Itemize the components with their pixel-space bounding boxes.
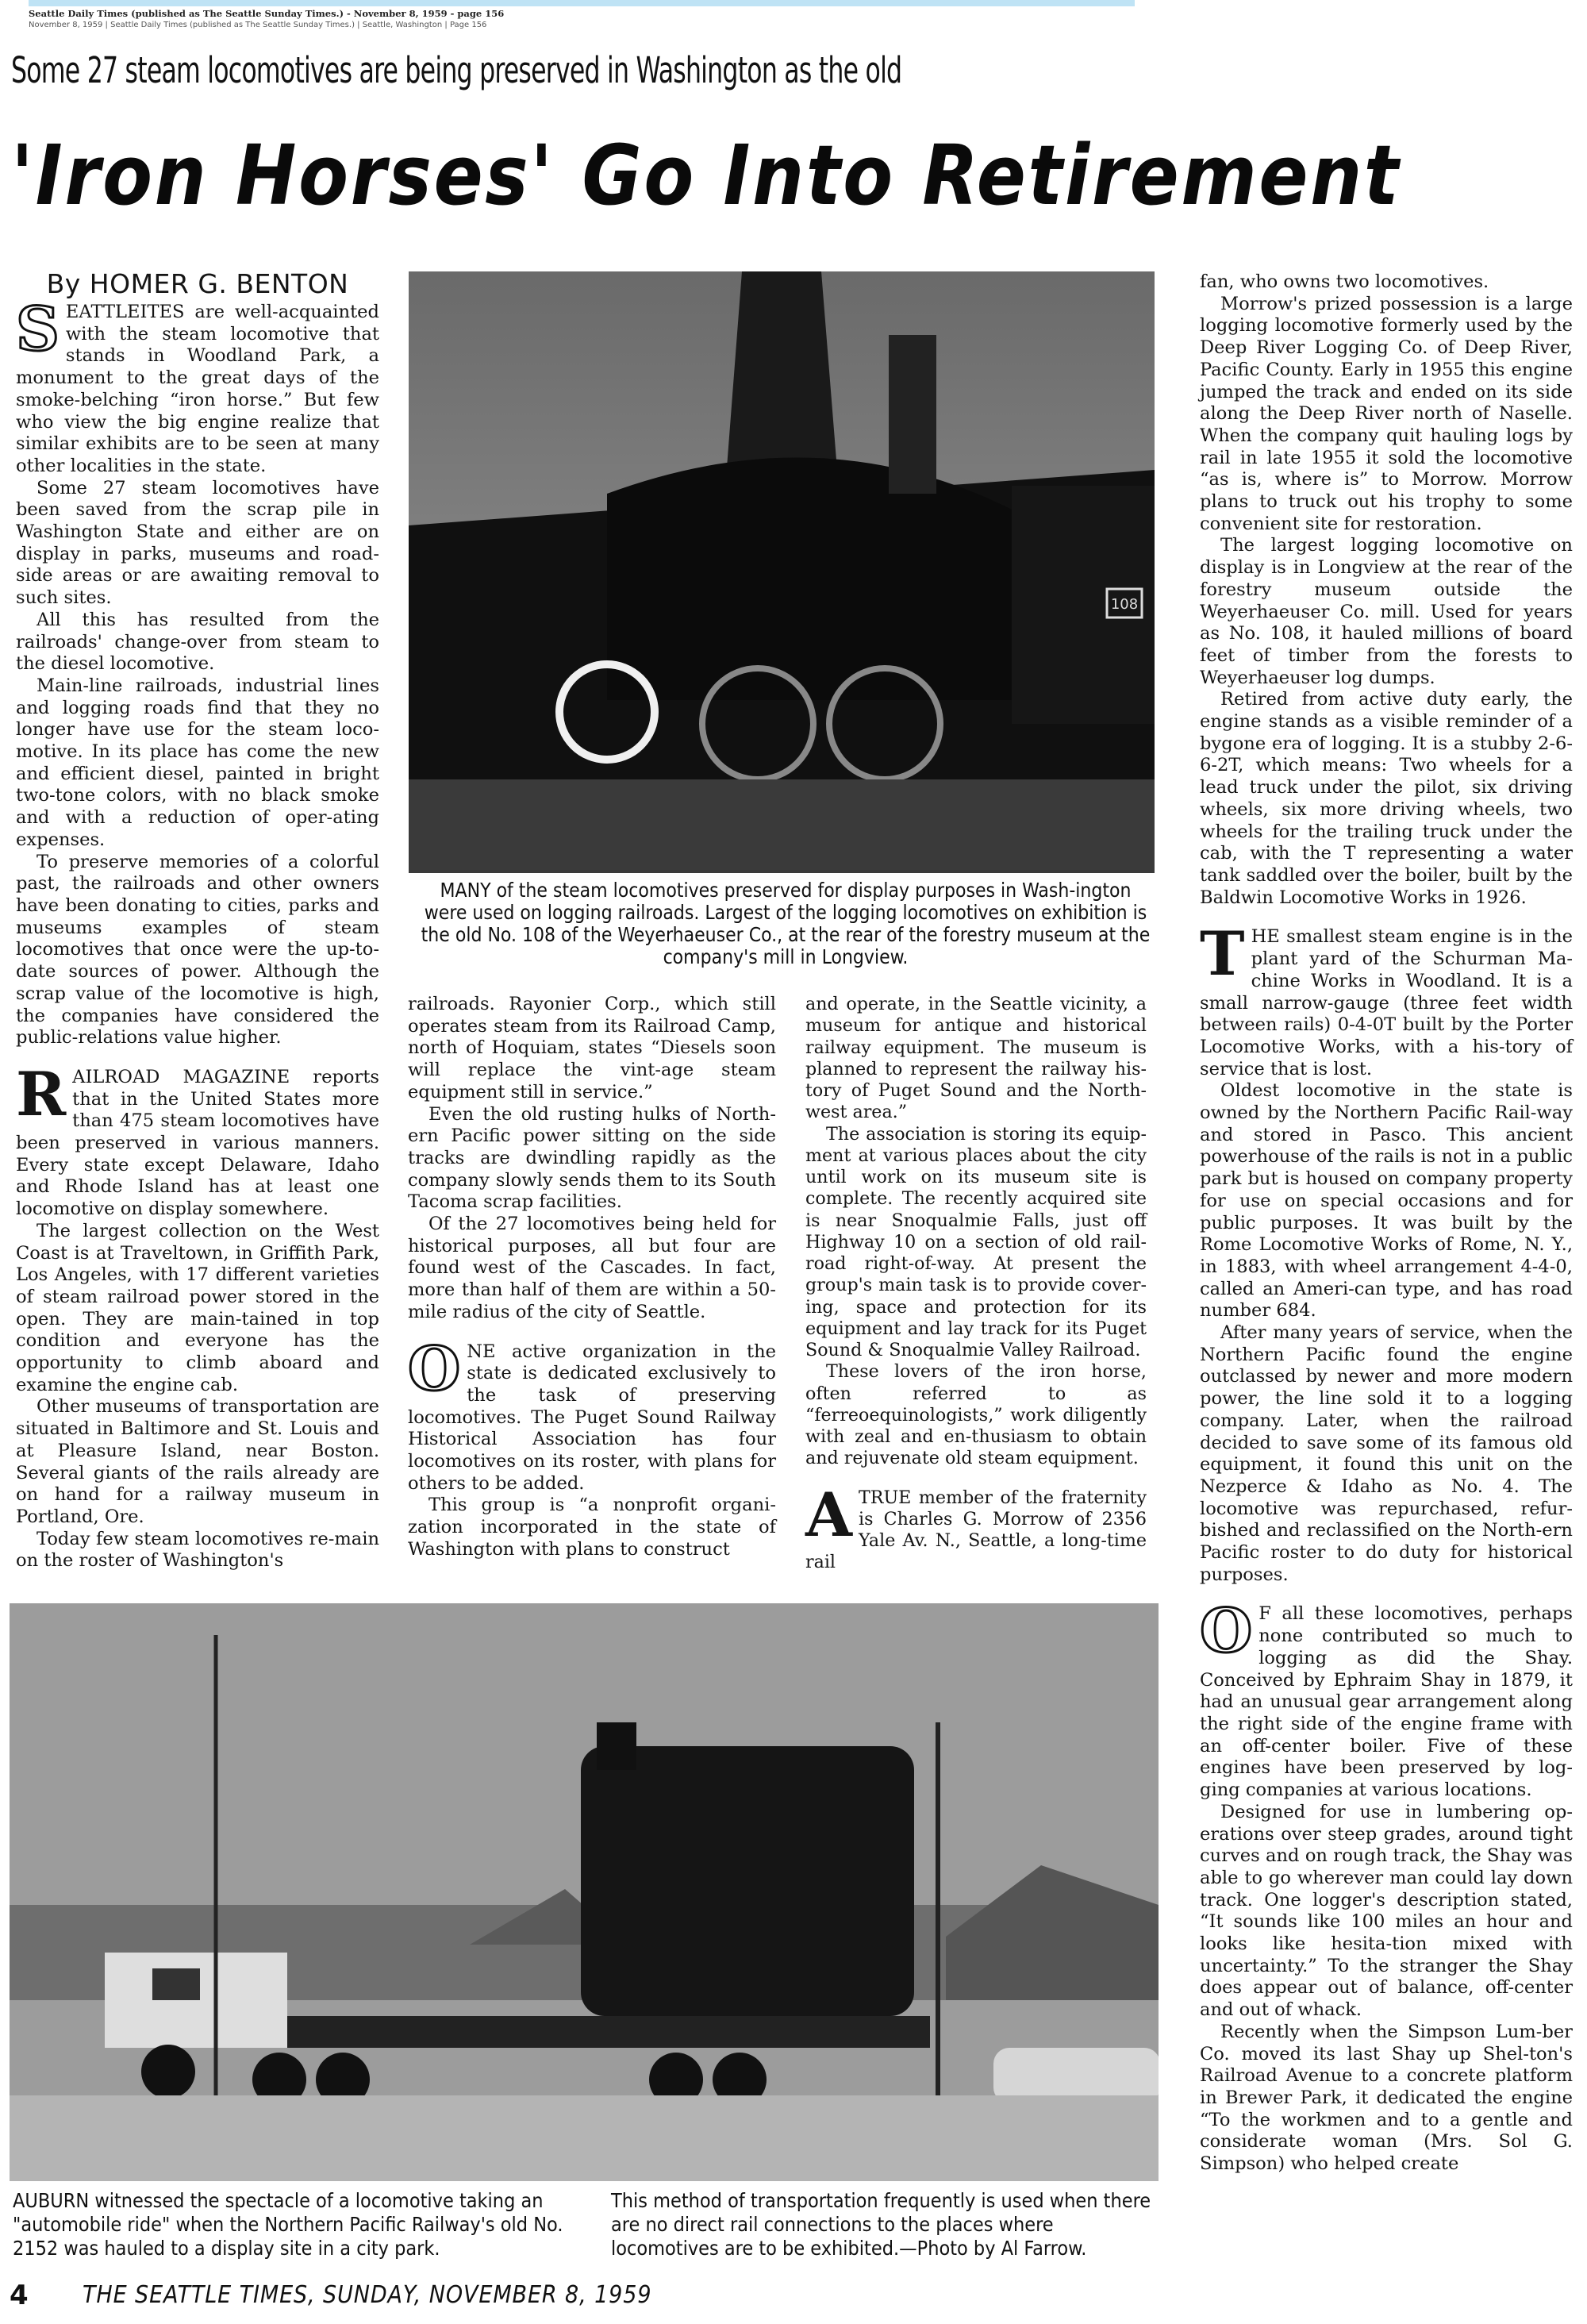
page-number: 4 (10, 2280, 29, 2311)
paragraph: Other museums of transportation are situated in Baltimore and St. Louis and at Pleasure Island, near Boston. Several giants of the rails already are on hand for a railway museum in Portland, Ore. (16, 1396, 379, 1527)
locomotive-photo-illustration (409, 271, 1155, 873)
paragraph: These lovers of the iron horse, often referred to as “ferreoequinologists,” work diligently with zeal and en-thusiasm to obtain and rejuvenate old steam equipment. (805, 1361, 1147, 1469)
drop-cap: T (1200, 918, 1245, 990)
article-section (1200, 918, 1573, 1586)
article-column-2 (408, 994, 776, 1561)
paragraph: Morrow's prized possession is a large logging locomotive formerly used by the Deep River Logging Co. of Deep River, Pacific County. Early in 1955 this engine jumped the track and ended on its side along the Deep River north of Naselle. When the company quit hauling logs by rail in late 1955 it sold the locomotive “as is, where is” to Morrow. Morrow plans to truck out his trophy to some convenient site for restoration. (1200, 293, 1573, 534)
article-section (805, 994, 1147, 1470)
drop-cap: A (805, 1479, 852, 1550)
paragraph: and operate, in the Seattle vicinity, a museum for antique and historical railway equipment. The museum is planned to represent the railway his-tory of Puget Sound and the North-west area.” (805, 994, 1147, 1123)
paragraph: Oldest locomotive in the state is owned by the Northern Pacific Rail-way and stored in Pasco. This ancient powerhouse of the rails is not in a public park but is housed on company property for use on special occasions and for public purposes. It was built by the Rome Locomotive Works of Rome, N. Y., in 1883, with wheel arrangement 4-4-0, called an Ameri-can type, and has road number 684. (1200, 1080, 1573, 1322)
paragraph: Designed for use in lumbering op-erations over steep grades, around tight curves and on rough track, the Shay was able to go wherever man could lay down track. One logger's description stated, “It sounds like 100 miles an hour and looks like hesita-tion mixed with uncertainty.” To the stranger the Shay does appear out of balance, off-center and out of whack. (1200, 1801, 1573, 2021)
locomotive-number-plate: 108 (1110, 596, 1139, 613)
article-section (1200, 271, 1573, 909)
paragraph: railroads. Rayonier Corp., which still operates steam from its Railroad Camp, north of Hoquiam, states “Diesels soon will replace the vint-age steam equipment still in service.” (408, 994, 776, 1102)
paragraph: NE active organization in the state is dedicated exclusively to the task of preserving locomotives. The Puget Sound Railway Historical Association has four locomotives on its roster, with plans for others to be added. (408, 1341, 776, 1494)
locomotive-shape (581, 1746, 914, 2016)
drop-cap: S (16, 294, 60, 364)
article-headline: 'Iron Horses' Go Into Retirement (11, 127, 1401, 224)
archive-title: Seattle Daily Times (published as The Seattle Sunday Times.) - November 8, 1959 - page 156 (29, 8, 505, 19)
paragraph: fan, who owns two locomotives. (1200, 271, 1489, 292)
paragraph: AILROAD MAGAZINE reports that in the United States more than 475 steam locomotives have been preserved in various manners. Every state except Delaware, Idaho and Rhode Island has at least one locomotive on display somewhere. (16, 1066, 379, 1220)
paragraph: EATTLEITES are well-acquainted with the steam locomotive that stands in Woodland Park, a monument to the great days of the smoke-belching “iron horse.” But few who view the big engine realize that similar exhibits are to be seen at many other localities in the state. (16, 302, 379, 476)
archive-subtitle: November 8, 1959 | Seattle Daily Times (published as The Seattle Sunday Times.) | Seattle, Washington | Page 156 (29, 21, 487, 29)
byline: By HOMER G. BENTON (46, 268, 349, 299)
paragraph: The largest logging locomotive on display is in Longview at the rear of the forestry museum outside the Weyerhaeuser Co. mill. Used for years as No. 108, it hauled millions of board feet of timber from the forests to Weyerhaeuser log dumps. (1200, 535, 1573, 688)
boiler-shape (607, 458, 1012, 700)
newspaper-footer-line: THE SEATTLE TIMES, SUNDAY, NOVEMBER 8, 1959 (83, 2281, 652, 2309)
paragraph: After many years of service, when the Northern Pacific found the engine outclassed by newer and more modern power, the line sold it to a logging company. Later, when the railroad decided to save some of its famous old equipment, it found this unit on the Nezperce & Idaho as No. 4. The locomotive was repurchased, refur-bished and reclassified on the North-ern Pacific roster to do duty for historical purposes. (1200, 1322, 1573, 1585)
drop-cap: O (1200, 1595, 1253, 1667)
article-section (408, 994, 776, 1324)
paragraph: To preserve memories of a colorful past, the railroads and other owners have been donating to cities, parks and museums examples of steam locomotives that once were the up-to-date sources of power. Although the scrap value of the locomotive is high, the companies have considered the public-relations value higher. (16, 851, 379, 1048)
article-section (805, 1479, 1147, 1574)
article-column-4 (1200, 271, 1573, 2176)
article-section (408, 1333, 776, 1561)
article-kicker: Some 27 steam locomotives are being preserved in Washington as the old (11, 49, 902, 91)
paragraph: HE smallest steam engine is in the plant yard of the Schurman Ma-chine Works in Woodland. It is a small narrow-gauge (three feet width between rails) 0-4-0T built by the Porter Locomotive Works, with a his-tory of service that is lost. (1200, 926, 1573, 1079)
paragraph: This group is “a nonprofit organi-zation incorporated in the state of Washington with plans to construct (408, 1495, 776, 1560)
truck-photo-illustration (10, 1603, 1159, 2181)
paragraph: Even the old rusting hulks of North-ern Pacific power sitting on the side tracks are dwindling rapidly as the company slowly sends them to its South Tacoma scrap facilities. (408, 1103, 776, 1213)
paragraph: Some 27 steam locomotives have been saved from the scrap pile in Washington State and either are on display in parks, museums and road-side areas or are awaiting removal to such sites. (16, 477, 379, 609)
paragraph: Main-line railroads, industrial lines and logging roads find that they no longer have use for the steam loco-motive. In its place has come the new and efficient diesel, painted in bright two-tone colors, with no black smoke and with a reduction of oper-ating expenses. (16, 675, 379, 850)
paragraph: F all these locomotives, perhaps none contributed so much to logging as did the Shay. Conceived by Ephraim Shay in 1879, it had an unusual gear arrangement along the right side of the engine frame with an off-center boiler. Five of these engines have been preserved by log-ging companies at various locations. (1200, 1603, 1573, 1801)
photo-caption-bottom-right: This method of transportation frequently is used when there are no direct rail connections to the places where locomotives are to be exhibited.—Photo by Al Farrow. (611, 2189, 1151, 2260)
paragraph: Today few steam locomotives re-main on the roster of Washington's (16, 1528, 379, 1572)
car-shape (993, 2048, 1159, 2103)
paragraph: Recently when the Simpson Lum-ber Co. moved its last Shay up Shel-ton's Railroad Avenue to a concrete platform in Brewer Park, it dedicated the engine “To the workmen and to a gentle and considerate woman (Mrs. Sol G. Simpson) who helped create (1200, 2021, 1573, 2175)
paragraph: Retired from active duty early, the engine stands as a visible reminder of a bygone era of logging. It is a stubby 2-6-6-2T, which means: Two wheels for a lead truck under the pilot, six driving wheels, six more driving wheels, two wheels for the trailing truck under the cab, with the T representing a water tank saddled over the boiler, built by the Baldwin Locomotive Works in 1926. (1200, 689, 1573, 908)
article-section (16, 1058, 379, 1572)
photo-caption-top: MANY of the steam locomotives preserved for display purposes in Wash-ington were used on logging railroads. Largest of the logging locomotives on exhibition is the old No. 108 of the Weyerhaeuser Co., at the rear of the forestry museum at the company's mill in Longview. (421, 879, 1151, 968)
article-section (16, 294, 379, 1049)
archive-header-bar (29, 0, 1135, 6)
drop-cap: O (408, 1333, 461, 1404)
paragraph: Of the 27 locomotives being held for historical purposes, all but four are found west of the Cascades. In fact, more than half of them are within a 50-mile radius of the city of Seattle. (408, 1214, 776, 1322)
article-column-3 (805, 994, 1147, 1574)
paragraph: The largest collection on the West Coast is at Traveltown, in Griffith Park, Los Angeles, with 17 different varieties of steam railroad power stored in the open. They are main-tained in top condition and everyone has the opportunity to climb aboard and examine the engine cab. (16, 1220, 379, 1395)
paragraph: TRUE member of the fraternity is Charles G. Morrow of 2356 Yale Av. N., Seattle, a long-time rail (805, 1487, 1147, 1573)
article-section (1200, 1595, 1573, 2175)
photo-caption-bottom-left: AUBURN witnessed the spectacle of a locomotive taking an "automobile ride" when the Northern Pacific Railway's old No. 2152 was hauled to a display site in a city park. (13, 2189, 563, 2260)
paragraph: All this has resulted from the railroads' change-over from steam to the diesel locomotive. (16, 609, 379, 675)
drop-cap: R (16, 1058, 67, 1129)
article-column-1 (16, 268, 379, 1572)
photo-locomotive-on-truck (10, 1603, 1159, 2181)
paragraph: The association is storing its equip-ment at various places about the city until work on its museum site is complete. The recently acquired site is near Snoqualmie Falls, just off Highway 10 on a section of old rail-road right-of-way. At present the group's main task is to provide cover-ing, space and protection for its equipment and lay track for its Puget Sound & Snoqualmie Valley Railroad. (805, 1123, 1147, 1360)
photo-logging-locomotive (409, 271, 1155, 873)
smokestack-shape (726, 271, 837, 478)
